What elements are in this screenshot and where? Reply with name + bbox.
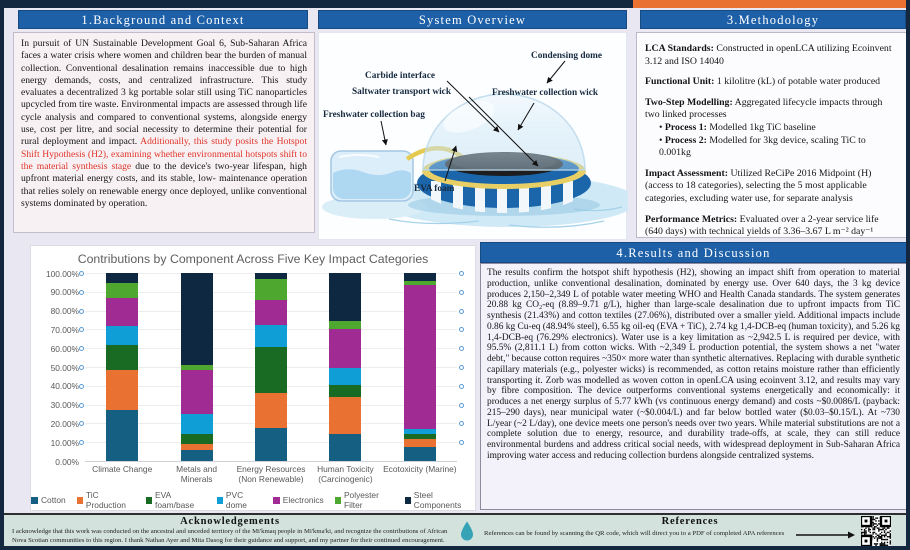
bar-segment [181, 450, 213, 461]
bar-segment [106, 298, 138, 326]
acknowledgements-title: Acknowledgements [180, 516, 280, 527]
y-tick-label: 80.00% [50, 306, 79, 317]
x-axis-line [85, 461, 457, 462]
gridline-handle-dot [79, 309, 84, 314]
y-tick-label: 40.00% [50, 381, 79, 392]
methodology-bullet: • Process 1: Modelled 1kg TiC baseline [659, 122, 898, 135]
bar-segment [181, 370, 213, 414]
stacked-bar [181, 273, 213, 461]
methodology-section-header: 3.Methodology [640, 10, 906, 29]
bar-segment [106, 283, 138, 297]
bar-segment [404, 447, 436, 461]
results-paragraph: The results confirm the hotspot shift hypothesis (H2), showing an impact shift from operation to material production, unlike conventional desalination, dominated by energy use. Over 640 days, the 3 kg device produces 2,150–2,349 L of potable water meeting WHO and Health Canada standards. The system generates 20.88 kg CO₂-eq (8.89–9.71 g/L), higher than large-scale desalination due to upfront impacts from TiC synthesis (21.43%) and cotton textiles (27.06%), distributed over a smaller yield. Additional impacts include 0.86 kg Cu-eq (48.94% steel), 6.55 kg oil-eq (EVA + TiC), 2.74 kg 1,4-DCB-eq (human toxicity), and 5.26 kg 1,4-DCB-eq (76.29% electronics). Water use is a key limitation as ~2,942.5 L is required per device, with 95.5% (2,811.1 L) from cotton wicks. With ~2,349 L production potential, the system shows a net "water debt," because cotton requires ~350× more water than synthetic alternatives. Replacing with durable synthetic capillary materials (e.g., polyester wicks) is recommended, as cotton retains moisture rather than efficiently transporting it. Zorb was modelled as woven cotton in openLCA using ecoinvent 3.12, and results may vary by fibre composition. The device outperforms conventional systems energetically and economically: it produces a net energy surplus of 5.77 kWh (vs continuous energy demand) and costs ~$0.0086/L (payback: 215–290 days), near municipal water (~$0.004/L) and far below bottled water ($0.03–$0.15/L). At ~730 L/year (~2 L/day), one device meets one person's needs over two years. While material substitutions are not a complete solution due to energy, resource, and durability trade-offs, at scale, they can still reduce environmental burdens and address critical social needs, with widespread deployment in Sub-Saharan Africa improving water access and reducing collection burdens alongside centralized systems. [487, 268, 900, 461]
legend-item [273, 495, 324, 505]
legend-swatch [273, 497, 280, 504]
y-tick-label: 90.00% [50, 287, 79, 298]
category-label: Human Toxicity (Carcinogenic) [317, 464, 374, 484]
gridline-handle-dot [459, 421, 464, 426]
gridline-handle-dot [459, 346, 464, 351]
bar-segment [404, 439, 436, 447]
gridline-handle-dot [79, 327, 84, 332]
system-overview-figure [318, 32, 627, 240]
legend-label: TiC Production [85, 490, 126, 510]
methodology-item: Functional Unit: 1 kilolitre (kL) of potable water produced [645, 76, 881, 88]
gridline-handle-dot [79, 271, 84, 276]
footer-bar [4, 513, 906, 548]
bar-segment [106, 273, 138, 283]
stacked-bar [404, 273, 436, 461]
freshwater-bag-graphic [331, 151, 413, 201]
legend-swatch [405, 497, 411, 504]
label-eva-foam: EVA foam [414, 184, 455, 194]
bar-segment [255, 325, 287, 348]
label-carbide-interface: Carbide interface [365, 71, 435, 81]
legend-swatch [31, 497, 38, 504]
gridline-handle-dot [79, 384, 84, 389]
legend-label: Electronics [282, 495, 324, 505]
gridline-handle-dot [459, 440, 464, 445]
gridline-handle-dot [459, 327, 464, 332]
methodology-item: LCA Standards: Constructed in openLCA utilizing Ecoinvent 3.12 and ISO 14040 [645, 43, 892, 67]
results-section-header: 4.Results and Discussion [480, 242, 907, 263]
stacked-bar [106, 273, 138, 461]
bar-segment [106, 345, 138, 369]
legend-label: Polyester Filter [343, 490, 379, 510]
solar-still-diagram [319, 33, 628, 241]
bar-segment [255, 300, 287, 324]
references-text: References can be found by scanning the QR code, which will direct you to a PDF of completed APA references [484, 530, 785, 537]
y-tick-label: 10.00% [50, 437, 79, 448]
bar-segment [106, 410, 138, 461]
gridline-handle-dot [79, 365, 84, 370]
legend-swatch [335, 497, 341, 504]
methodology-item: Two-Step Modelling: Aggregated lifecycle impacts through two linked processes • Process 1: Modelled 1kg TiC baseline • Process 2: Modelled for 3kg device, scaling TiC to 0.001kg [645, 97, 898, 160]
legend-item [217, 490, 262, 510]
label-condensing-dome: Condensing dome [531, 51, 603, 61]
bar-segment [404, 285, 436, 428]
gridline-handle-dot [459, 384, 464, 389]
legend-label: EVA foam/base [155, 490, 195, 510]
methodology-items [645, 43, 898, 239]
gridline-handle-dot [459, 271, 464, 276]
legend-item [77, 490, 135, 510]
legend-item [405, 490, 475, 510]
legend-swatch [77, 497, 83, 504]
gridline-handle-dot [79, 421, 84, 426]
bar-segment [181, 434, 213, 445]
top-border-bar [0, 0, 910, 8]
bar-segment [404, 273, 436, 281]
y-tick-label: 0.00% [55, 456, 79, 467]
bar-segment [329, 368, 361, 385]
y-tick-label: 50.00% [50, 362, 79, 373]
bar-segment [329, 434, 361, 461]
legend-label: Cotton [41, 495, 66, 505]
background-paragraph [21, 38, 307, 210]
y-tick-label: 60.00% [50, 343, 79, 354]
impact-chart-panel [30, 245, 476, 511]
stacked-bar [255, 273, 287, 461]
acknowledgements-text: I acknowledge that this work was conducted on the ancestral and unceded territory of the Mi'kmaq people in Mi'kma'ki, and recognize the contributions of African Nova Scotian communities to this region. I thank Nathan Ayer and Mita Dasog for their guidance and support, and my partner for their continued encouragement. [12, 528, 448, 544]
bar-segment [255, 279, 287, 301]
category-label: Metals and Minerals [176, 464, 218, 484]
gridline-handle-dot [459, 403, 464, 408]
gridline-handle-dot [79, 403, 84, 408]
gridline-handle-dot [459, 290, 464, 295]
chart-legend [31, 490, 475, 510]
legend-label: Steel Components [413, 490, 462, 510]
y-tick-label: 100.00% [45, 268, 79, 279]
label-freshwater-bag: Freshwater collection bag [323, 110, 425, 120]
bar-segment [255, 347, 287, 393]
label-saltwater-wick: Saltwater transport wick [352, 87, 451, 97]
methodology-bullet: • Process 2: Modelled for 3kg device, scaling TiC to 0.001kg [659, 135, 898, 160]
category-label: Ecotoxicity (Marine) [383, 464, 457, 474]
category-label: Energy Resources (Non Renewable) [236, 464, 306, 484]
gridline-handle-dot [459, 365, 464, 370]
category-label: Climate Change [92, 464, 153, 474]
legend-item [335, 490, 394, 510]
bar-segment [255, 393, 287, 428]
chart-title: Contributions by Component Across Five Key Impact Categories [77, 252, 429, 266]
results-section-body [480, 263, 907, 510]
water-droplet-icon [460, 521, 474, 542]
methodology-section-body [636, 32, 907, 238]
bar-segment [329, 273, 361, 321]
background-section-header: 1.Background and Context [18, 10, 308, 29]
y-tick-label: 20.00% [50, 418, 79, 429]
bar-segment [106, 326, 138, 346]
y-tick-label: 70.00% [50, 324, 79, 335]
references-title: References [661, 516, 719, 527]
methodology-item: Performance Metrics: Evaluated over a 2-year service life (640 days) with technical yields of 3.36–3.67 L m⁻² day⁻¹ [645, 213, 879, 238]
bar-segment [106, 370, 138, 410]
chart-x-axis-labels [85, 465, 457, 484]
legend-swatch [217, 497, 223, 504]
gridline-handle-dot [79, 440, 84, 445]
bar-segment [329, 385, 361, 398]
gridline-handle-dot [459, 309, 464, 314]
background-text-normal-2: due to the device's two-year lifespan, high upfront material energy costs, and its stable, low- maintenance operation that relies solely on renewable energy once deployed, unlike conventional systems dominated by operation. [21, 160, 307, 209]
methodology-item: Impact Assessment: Utilized ReCiPe 2016 Midpoint (H) (access to 18 categories), selecting the 5 most applicable categories, excluding water use, for separate analysis [645, 167, 872, 204]
bar-segment [181, 414, 213, 433]
y-tick-label: 30.00% [50, 400, 79, 411]
gridline-handle-dot [79, 346, 84, 351]
top-border-orange-accent [633, 0, 910, 8]
gridline-handle-dot [79, 290, 84, 295]
bar-segment [329, 397, 361, 434]
background-section-body [13, 32, 315, 233]
bar-segment [181, 273, 213, 365]
qr-code [861, 516, 891, 546]
legend-label: PVC dome [225, 490, 247, 510]
chart-plot-area [85, 273, 457, 461]
stacked-bar [329, 273, 361, 461]
legend-item [146, 490, 206, 510]
bar-segment [329, 329, 361, 368]
legend-swatch [146, 497, 152, 504]
background-text-normal: In pursuit of UN Sustainable Development Goal 6, Sub-Saharan Africa faces a water crisis where women and children bear the burden of manual collection. Conventional desalination remains inaccessible due to high energy demands, costs, and centralized infrastructure. This study evaluates a decentralized 3 kg portable solar still using TiC nanoparticles upcycled from tire waste. Environmental impacts are assessed through life cycle analysis and compared to conventional systems, alongside energy use, cost per litre, and social necessity to determine their potential for rural deployment and impact. [21, 38, 307, 148]
bar-segment [255, 428, 287, 461]
legend-item [31, 495, 66, 505]
arrow-to-qr-icon [796, 531, 856, 539]
background-text-highlighted: Additionally, this study posits the Hotspot Shift Hypothesis (H2), examining whether environmental hotspots shift to the material synthesis stage [21, 136, 308, 172]
bar-segment [329, 321, 361, 329]
label-freshwater-wick: Freshwater collection wick [492, 88, 599, 98]
system-overview-header: System Overview [318, 10, 627, 29]
